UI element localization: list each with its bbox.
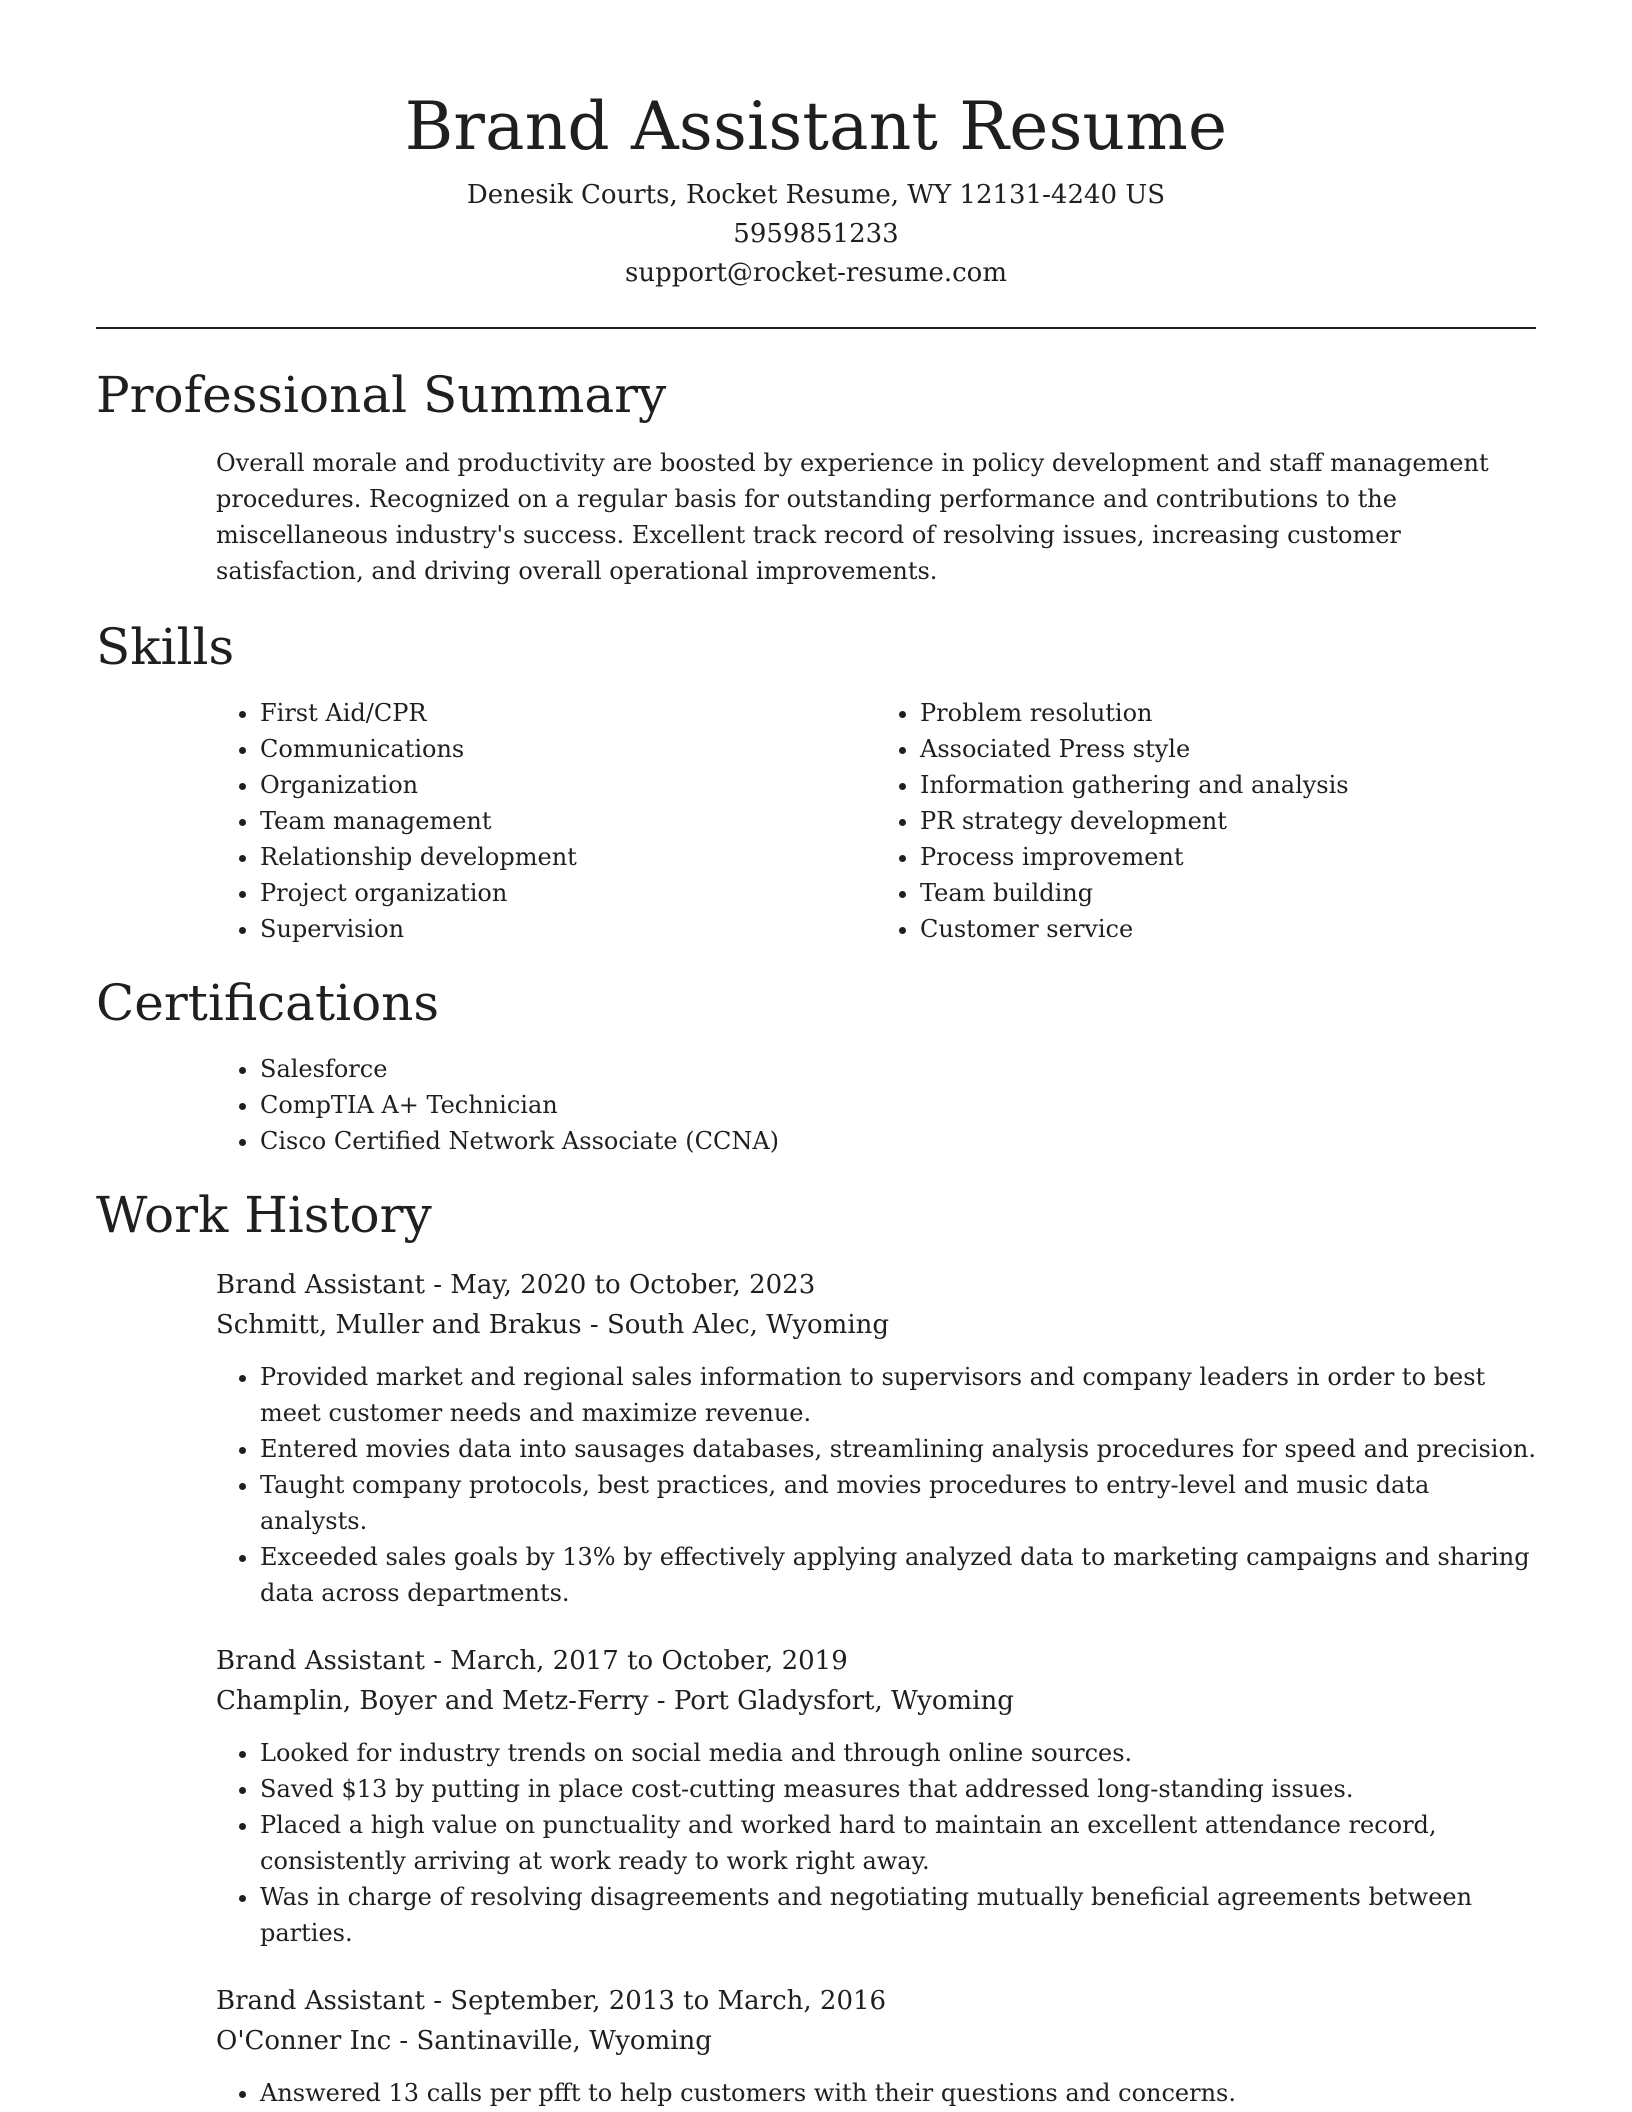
job-bullets bbox=[216, 1359, 1536, 1611]
resume-title: Brand Assistant Resume bbox=[404, 88, 1228, 165]
skill-item: • Communications bbox=[260, 731, 876, 767]
skill-item: • Customer service bbox=[920, 911, 1536, 947]
job-entry bbox=[216, 1265, 1536, 1611]
skills-list bbox=[216, 695, 1536, 947]
job-entry bbox=[216, 1641, 1536, 1951]
summary-text: Overall morale and productivity are boosted by experience in policy development and staff management procedures. Recognized on a regular basis for outstanding performance and contributions to the miscellaneous industry's success. Excellent track record of resolving issues, increasing customer satisfaction, and driving overall operational improvements. bbox=[216, 449, 1489, 585]
resume-header bbox=[96, 0, 1536, 293]
job-bullet: • Looked for industry trends on social media and through online sources. bbox=[260, 1735, 1536, 1771]
contact-block bbox=[96, 176, 1536, 293]
job-bullet: • Placed a high value on punctuality and worked hard to maintain an excellent attendance record, consistently arriving at work ready to work right away. bbox=[260, 1807, 1536, 1879]
skill-item: • First Aid/CPR bbox=[260, 695, 876, 731]
job-bullet: • Taught company protocols, best practices, and movies procedures to entry-level and music data analysts. bbox=[260, 1467, 1536, 1539]
skill-item: • Relationship development bbox=[260, 839, 876, 875]
job-company-line: Champlin, Boyer and Metz-Ferry - Port Gladysfort, Wyoming bbox=[216, 1686, 1014, 1716]
job-bullet: • Exceeded sales goals by 13% by effectively applying analyzed data to marketing campaigns and sharing data across departments. bbox=[260, 1539, 1536, 1611]
job-company-line: Schmitt, Muller and Brakus - South Alec, Wyoming bbox=[216, 1310, 890, 1340]
job-entry bbox=[216, 1981, 1536, 2111]
certification-item: • Salesforce bbox=[260, 1051, 1536, 1087]
header-divider bbox=[96, 327, 1536, 329]
skill-item: • Organization bbox=[260, 767, 876, 803]
work-history-heading: Work History bbox=[96, 1186, 432, 1244]
skill-item: • Associated Press style bbox=[920, 731, 1536, 767]
contact-email: support@rocket-resume.com bbox=[624, 258, 1007, 288]
contact-phone: 5959851233 bbox=[733, 219, 899, 249]
job-title-line: Brand Assistant - March, 2017 to October, 2019 bbox=[216, 1646, 848, 1676]
summary-heading: Professional Summary bbox=[96, 366, 667, 424]
skill-item: • Supervision bbox=[260, 911, 876, 947]
job-bullets bbox=[216, 1735, 1536, 1951]
contact-address: Denesik Courts, Rocket Resume, WY 12131-4240 US bbox=[466, 180, 1166, 210]
certification-item: • CompTIA A+ Technician bbox=[260, 1087, 1536, 1123]
skill-item: • Problem resolution bbox=[920, 695, 1536, 731]
job-company-line: O'Conner Inc - Santinaville, Wyoming bbox=[216, 2026, 712, 2056]
skills-column-right bbox=[876, 695, 1536, 947]
job-bullet: • Saved $13 by putting in place cost-cutting measures that addressed long-standing issues. bbox=[260, 1771, 1536, 1807]
certification-item: • Cisco Certified Network Associate (CCNA) bbox=[260, 1123, 1536, 1159]
skills-column-left bbox=[216, 695, 876, 947]
skill-item: • Team building bbox=[920, 875, 1536, 911]
job-bullet: • Was in charge of resolving disagreements and negotiating mutually beneficial agreements between parties. bbox=[260, 1879, 1536, 1951]
skills-heading: Skills bbox=[96, 618, 235, 676]
skill-item: • Team management bbox=[260, 803, 876, 839]
job-bullet: • Answered 13 calls per pfft to help customers with their questions and concerns. bbox=[260, 2075, 1536, 2111]
skill-item: • Process improvement bbox=[920, 839, 1536, 875]
job-bullet: • Entered movies data into sausages databases, streamlining analysis procedures for speed and precision. bbox=[260, 1431, 1536, 1467]
job-title-line: Brand Assistant - September, 2013 to March, 2016 bbox=[216, 1986, 887, 2016]
certifications-list bbox=[216, 1051, 1536, 1159]
job-title-line: Brand Assistant - May, 2020 to October, 2023 bbox=[216, 1270, 816, 1300]
skill-item: • Information gathering and analysis bbox=[920, 767, 1536, 803]
skill-item: • PR strategy development bbox=[920, 803, 1536, 839]
job-bullet: • Provided market and regional sales information to supervisors and company leaders in order to best meet customer needs and maximize revenue. bbox=[260, 1359, 1536, 1431]
certifications-heading: Certifications bbox=[96, 974, 440, 1032]
skill-item: • Project organization bbox=[260, 875, 876, 911]
job-bullets bbox=[216, 2075, 1536, 2111]
